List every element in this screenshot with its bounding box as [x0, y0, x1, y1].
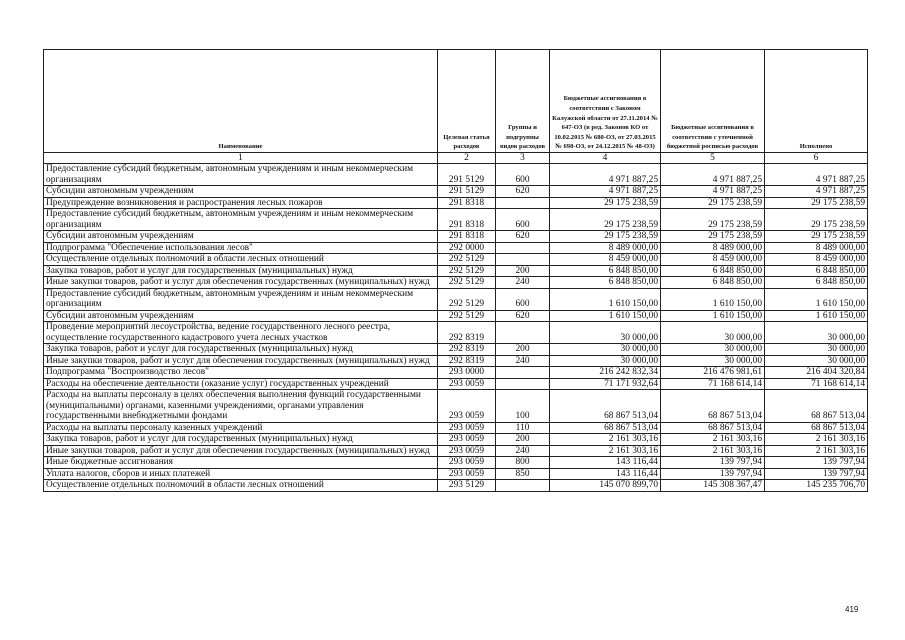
row-target-code: 293 0059: [438, 468, 496, 480]
column-number: 2: [438, 153, 496, 164]
column-number: 4: [550, 153, 661, 164]
table-row: [44, 457, 868, 469]
row-law-amount: 6 848 850,00: [550, 277, 661, 289]
row-group-code: 620: [496, 231, 550, 243]
row-law-amount: 4 971 887,25: [550, 186, 661, 198]
row-target-code: 292 0000: [438, 242, 496, 254]
column-number: 3: [496, 153, 550, 164]
header-group: Группы и подгруппы видов расходов: [496, 50, 550, 153]
row-law-amount: 8 459 000,00: [550, 254, 661, 266]
row-target-code: 293 0059: [438, 434, 496, 446]
row-refined-amount: 1 610 150,00: [661, 310, 765, 322]
row-refined-amount: 145 308 367,47: [661, 480, 765, 492]
table-row: [44, 277, 868, 289]
row-refined-amount: 2 161 303,16: [661, 445, 765, 457]
row-refined-amount: 8 489 000,00: [661, 242, 765, 254]
table-row: [44, 197, 868, 209]
row-executed-amount: 1 610 150,00: [765, 288, 868, 310]
table-row: [44, 254, 868, 266]
row-law-amount: 1 610 150,00: [550, 310, 661, 322]
row-law-amount: 30 000,00: [550, 322, 661, 344]
row-group-code: 600: [496, 164, 550, 186]
row-refined-amount: 71 168 614,14: [661, 378, 765, 390]
row-law-amount: 30 000,00: [550, 355, 661, 367]
row-name: Подпрограмма "Обеспечение использования лесов": [44, 242, 438, 254]
row-group-code: 200: [496, 434, 550, 446]
row-name: Уплата налогов, сборов и иных платежей: [44, 468, 438, 480]
row-name: Субсидии автономным учреждениям: [44, 186, 438, 198]
row-refined-amount: 30 000,00: [661, 344, 765, 356]
table-row: [44, 390, 868, 423]
row-executed-amount: 139 797,94: [765, 468, 868, 480]
table-row: [44, 434, 868, 446]
row-target-code: 292 5129: [438, 265, 496, 277]
table-row: [44, 367, 868, 379]
row-law-amount: 29 175 238,59: [550, 231, 661, 243]
row-target-code: 293 0059: [438, 422, 496, 434]
row-target-code: 292 8319: [438, 322, 496, 344]
row-target-code: 291 5129: [438, 186, 496, 198]
row-group-code: 100: [496, 390, 550, 423]
row-executed-amount: 6 848 850,00: [765, 265, 868, 277]
column-number: 5: [661, 153, 765, 164]
table-row: [44, 242, 868, 254]
row-refined-amount: 6 848 850,00: [661, 265, 765, 277]
row-name: Расходы на выплаты персоналу казенных учреждений: [44, 422, 438, 434]
row-law-amount: 145 070 899,70: [550, 480, 661, 492]
row-group-code: [496, 242, 550, 254]
row-law-amount: 30 000,00: [550, 344, 661, 356]
row-executed-amount: 1 610 150,00: [765, 310, 868, 322]
row-name: Расходы на обеспечение деятельности (оказание услуг) государственных учреждений: [44, 378, 438, 390]
column-number: 1: [44, 153, 438, 164]
table-row: [44, 164, 868, 186]
row-group-code: [496, 322, 550, 344]
row-group-code: 240: [496, 445, 550, 457]
table-row: [44, 265, 868, 277]
row-refined-amount: 139 797,94: [661, 468, 765, 480]
row-name: Закупка товаров, работ и услуг для государственных (муниципальных) нужд: [44, 434, 438, 446]
table-row: [44, 310, 868, 322]
row-refined-amount: 4 971 887,25: [661, 186, 765, 198]
row-law-amount: 4 971 887,25: [550, 164, 661, 186]
row-refined-amount: 2 161 303,16: [661, 434, 765, 446]
row-name: Закупка товаров, работ и услуг для государственных (муниципальных) нужд: [44, 344, 438, 356]
table-row: [44, 355, 868, 367]
row-target-code: 292 5129: [438, 288, 496, 310]
header-name: Наименование: [44, 50, 438, 153]
row-name: Осуществление отдельных полномочий в области лесных отношений: [44, 254, 438, 266]
row-refined-amount: 8 459 000,00: [661, 254, 765, 266]
row-group-code: 240: [496, 277, 550, 289]
row-name: Проведение мероприятий лесоустройства, ведение государственного лесного реестра, осуществление государственного кадастрового учета лесных участков: [44, 322, 438, 344]
row-executed-amount: 68 867 513,04: [765, 390, 868, 423]
row-target-code: 291 5129: [438, 164, 496, 186]
header-executed: Исполнено: [765, 50, 868, 153]
row-refined-amount: 4 971 887,25: [661, 164, 765, 186]
column-number-row: [44, 153, 868, 164]
row-target-code: 292 5129: [438, 254, 496, 266]
row-law-amount: 29 175 238,59: [550, 209, 661, 231]
row-name: Расходы на выплаты персоналу в целях обеспечения выполнения функций государственными (муниципальными) органами, казенными учреждениями, органами управления государственными внебюджетными фондами: [44, 390, 438, 423]
row-executed-amount: 4 971 887,25: [765, 186, 868, 198]
row-group-code: 800: [496, 457, 550, 469]
row-law-amount: 143 116,44: [550, 457, 661, 469]
table-body: [44, 153, 868, 492]
row-refined-amount: 1 610 150,00: [661, 288, 765, 310]
row-law-amount: 216 242 832,34: [550, 367, 661, 379]
row-group-code: 110: [496, 422, 550, 434]
table-row: [44, 480, 868, 492]
row-executed-amount: 29 175 238,59: [765, 197, 868, 209]
row-executed-amount: 8 489 000,00: [765, 242, 868, 254]
table-row: [44, 422, 868, 434]
row-group-code: 850: [496, 468, 550, 480]
row-name: Предоставление субсидий бюджетным, автономным учреждениям и иным некоммерческим организациям: [44, 288, 438, 310]
row-executed-amount: 71 168 614,14: [765, 378, 868, 390]
row-target-code: 293 0059: [438, 457, 496, 469]
row-target-code: 293 5129: [438, 480, 496, 492]
row-group-code: [496, 480, 550, 492]
row-executed-amount: 6 848 850,00: [765, 277, 868, 289]
table-row: [44, 445, 868, 457]
header-refined: Бюджетные ассигнования в соответствии с уточненной бюджетной росписью расходов: [661, 50, 765, 153]
row-target-code: 293 0059: [438, 445, 496, 457]
table-row: [44, 344, 868, 356]
row-name: Подпрограмма "Воспроизводство лесов": [44, 367, 438, 379]
row-law-amount: 68 867 513,04: [550, 422, 661, 434]
row-group-code: 240: [496, 355, 550, 367]
row-refined-amount: 30 000,00: [661, 355, 765, 367]
row-name: Закупка товаров, работ и услуг для государственных (муниципальных) нужд: [44, 265, 438, 277]
column-number: 6: [765, 153, 868, 164]
row-executed-amount: 4 971 887,25: [765, 164, 868, 186]
row-target-code: 291 8318: [438, 231, 496, 243]
row-refined-amount: 29 175 238,59: [661, 209, 765, 231]
row-refined-amount: 139 797,94: [661, 457, 765, 469]
row-group-code: [496, 254, 550, 266]
row-name: Предупреждение возникновения и распространения лесных пожаров: [44, 197, 438, 209]
row-refined-amount: 29 175 238,59: [661, 197, 765, 209]
row-refined-amount: 6 848 850,00: [661, 277, 765, 289]
table-row: [44, 378, 868, 390]
table-row: [44, 468, 868, 480]
row-executed-amount: 30 000,00: [765, 344, 868, 356]
row-executed-amount: 30 000,00: [765, 322, 868, 344]
header-target: Целевая статья расходов: [438, 50, 496, 153]
row-target-code: 292 8319: [438, 344, 496, 356]
row-executed-amount: 145 235 706,70: [765, 480, 868, 492]
row-refined-amount: 29 175 238,59: [661, 231, 765, 243]
row-name: Иные закупки товаров, работ и услуг для обеспечения государственных (муниципальных) нужд: [44, 445, 438, 457]
row-law-amount: 68 867 513,04: [550, 390, 661, 423]
row-target-code: 291 8318: [438, 197, 496, 209]
row-target-code: 291 8318: [438, 209, 496, 231]
row-law-amount: 2 161 303,16: [550, 434, 661, 446]
row-executed-amount: 8 459 000,00: [765, 254, 868, 266]
row-group-code: 600: [496, 288, 550, 310]
row-law-amount: 2 161 303,16: [550, 445, 661, 457]
budget-table: [43, 49, 868, 492]
row-target-code: 292 5129: [438, 277, 496, 289]
table-row: [44, 231, 868, 243]
row-name: Иные бюджетные ассигнования: [44, 457, 438, 469]
row-law-amount: 6 848 850,00: [550, 265, 661, 277]
page-number: 419: [845, 605, 859, 614]
row-group-code: 620: [496, 186, 550, 198]
row-group-code: 200: [496, 265, 550, 277]
row-group-code: [496, 367, 550, 379]
row-refined-amount: 68 867 513,04: [661, 390, 765, 423]
row-executed-amount: 68 867 513,04: [765, 422, 868, 434]
row-group-code: [496, 378, 550, 390]
row-target-code: 292 5129: [438, 310, 496, 322]
row-law-amount: 8 489 000,00: [550, 242, 661, 254]
row-name: Осуществление отдельных полномочий в области лесных отношений: [44, 480, 438, 492]
row-refined-amount: 68 867 513,04: [661, 422, 765, 434]
row-law-amount: 143 116,44: [550, 468, 661, 480]
row-group-code: 600: [496, 209, 550, 231]
row-refined-amount: 30 000,00: [661, 322, 765, 344]
row-name: Иные закупки товаров, работ и услуг для обеспечения государственных (муниципальных) нужд: [44, 355, 438, 367]
header-row: [44, 50, 868, 153]
row-name: Иные закупки товаров, работ и услуг для обеспечения государственных (муниципальных) нужд: [44, 277, 438, 289]
row-law-amount: 29 175 238,59: [550, 197, 661, 209]
row-name: Предоставление субсидий бюджетным, автономным учреждениям и иным некоммерческим организациям: [44, 164, 438, 186]
row-executed-amount: 139 797,94: [765, 457, 868, 469]
row-group-code: [496, 197, 550, 209]
table-row: [44, 209, 868, 231]
row-target-code: 293 0000: [438, 367, 496, 379]
row-target-code: 293 0059: [438, 378, 496, 390]
row-law-amount: 71 171 932,64: [550, 378, 661, 390]
row-executed-amount: 2 161 303,16: [765, 434, 868, 446]
row-target-code: 293 0059: [438, 390, 496, 423]
row-executed-amount: 29 175 238,59: [765, 209, 868, 231]
header-law: Бюджетные ассигнования в соответствии с Законом Калужской области от 27.11.2014 № 647-ОЗ (в ред. Законов КО от 10.02.2015 № 680-ОЗ, от 27.03.2015 № 698-ОЗ, от 24.12.2015 № 48-ОЗ): [550, 50, 661, 153]
row-target-code: 292 8319: [438, 355, 496, 367]
row-group-code: 200: [496, 344, 550, 356]
table-row: [44, 322, 868, 344]
row-executed-amount: 29 175 238,59: [765, 231, 868, 243]
row-executed-amount: 216 404 320,84: [765, 367, 868, 379]
row-name: Субсидии автономным учреждениям: [44, 310, 438, 322]
row-law-amount: 1 610 150,00: [550, 288, 661, 310]
table-row: [44, 186, 868, 198]
row-name: Предоставление субсидий бюджетным, автономным учреждениям и иным некоммерческим организациям: [44, 209, 438, 231]
row-executed-amount: 2 161 303,16: [765, 445, 868, 457]
row-group-code: 620: [496, 310, 550, 322]
row-name: Субсидии автономным учреждениям: [44, 231, 438, 243]
row-refined-amount: 216 476 981,61: [661, 367, 765, 379]
table-row: [44, 288, 868, 310]
row-executed-amount: 30 000,00: [765, 355, 868, 367]
